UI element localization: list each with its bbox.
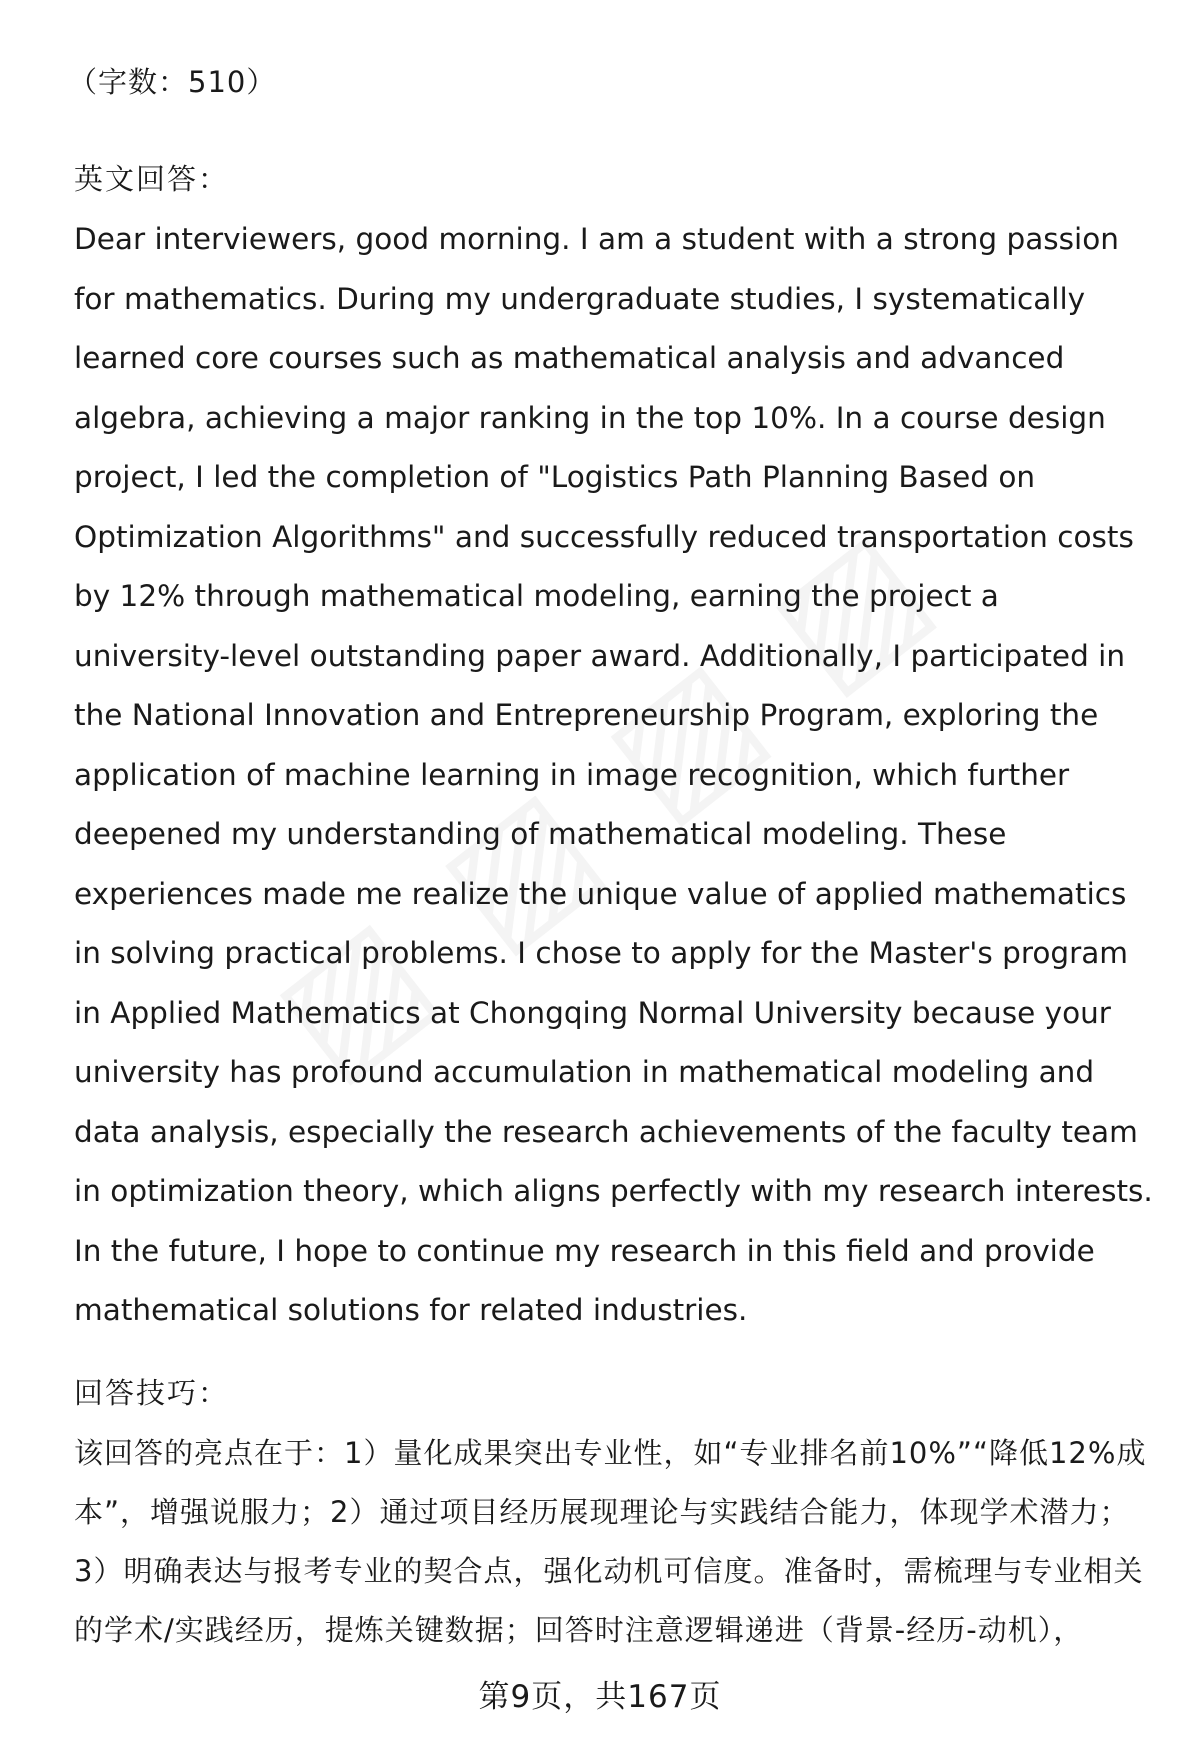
answer-tips-section [74,1370,1154,1660]
english-answer-heading: 英文回答： [74,162,230,196]
english-answer-section [74,156,1154,1341]
answer-tips-heading: 回答技巧： [74,1376,230,1410]
page-number: 第9页，共167页 [478,1679,722,1715]
english-answer-text: Dear interviewers, good morning. I am a student with a strong passion for mathematics. During my undergraduate studies, I systematically learned core courses such as mathematical analysis and advanced algebra, achieving a major ranking in the top 10%. In a course design project, I led the completion of "Logistics Path Planning Based on Optimization Algorithms" and successfully reduced transportation costs by 12% through mathematical modeling, earning the project a university-level outstanding paper award. Additionally, I participated in the National Innovation and Entrepreneurship Program, exploring the application of machine learning in image recognition, which further deepened my understanding of mathematical modeling. These experiences made me realize the unique value of applied mathematics in solving practical problems. I chose to apply for the Master's program in Applied Mathematics at Chongqing Normal University because your university has profound accumulation in mathematical modeling and data analysis, especially the research achievements of the faculty team in optimization theory, which aligns perfectly with my research interests. In the future, I hope to continue my research in this field and provide mathematical solutions for related industries. [74,222,1153,1327]
answer-tips-text: 该回答的亮点在于：1）量化成果突出专业性，如“专业排名前10%”“降低12%成本”，增强说服力；2）通过项目经历展现理论与实践结合能力，体现学术潜力；3）明确表达与报考专业的契合点，强化动机可信度。准备时，需梳理与专业相关的学术/实践经历，提炼关键数据；回答时注意逻辑递进（背景-经历-动机）， [74,1436,1147,1647]
word-count: （字数：510） [68,65,277,99]
